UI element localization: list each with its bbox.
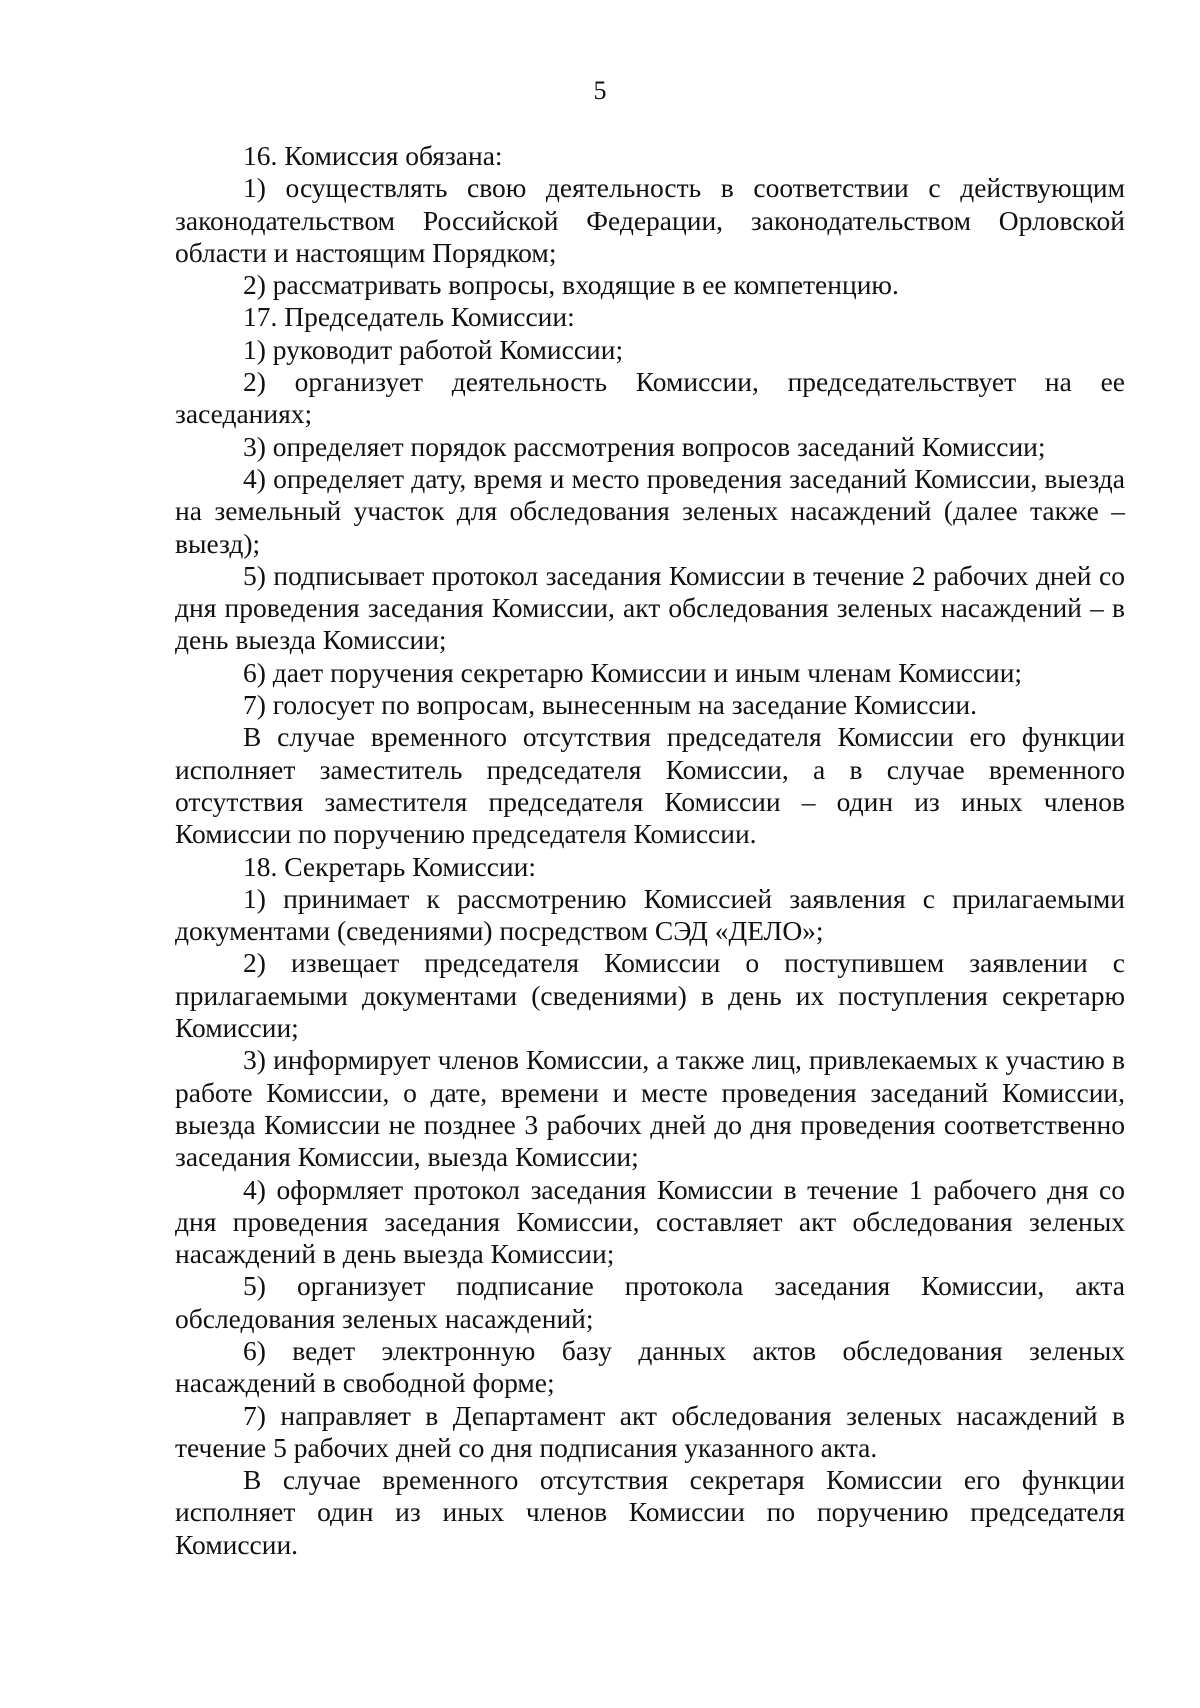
paragraph: 1) осуществлять свою деятельность в соответствии с действующим законодательством Российской Федерации, законодательством Орловской области и настоящим Порядком; [175, 172, 1125, 268]
paragraph: В случае временного отсутствия председателя Комиссии его функции исполняет заместитель председателя Комиссии, а в случае временного отсутствия заместителя председателя Комиссии – один из иных членов Комиссии по поручению председателя Комиссии. [175, 721, 1125, 850]
page-number: 5 [593, 76, 607, 105]
paragraph: 6) дает поручения секретарю Комиссии и иным членам Комиссии; [243, 656, 1023, 688]
paragraph: 1) принимает к рассмотрению Комиссией заявления с прилагаемыми документами (сведениями) посредством СЭД «ДЕЛО»; [175, 882, 1125, 947]
paragraph: 4) оформляет протокол заседания Комиссии в течение 1 рабочего дня со дня проведения заседания Комиссии, составляет акт обследования зеленых насаждений в день выезда Комиссии; [175, 1173, 1125, 1270]
paragraph: 2) извещает председателя Комиссии о поступившем заявлении с прилагаемыми документами (сведениями) в день их поступления секретарю Комиссии; [175, 947, 1125, 1044]
paragraph: В случае временного отсутствия секретаря Комиссии его функции исполняет один из иных членов Комиссии по поручению председателя Комиссии. [175, 1464, 1125, 1560]
paragraph: 7) направляет в Департамент акт обследования зеленых насаждений в течение 5 рабочих дней со дня подписания указанного акта. [175, 1399, 1125, 1463]
paragraph: 3) информирует членов Комиссии, а также лиц, привлекаемых к участию в работе Комиссии, о дате, времени и месте проведения заседаний Комиссии, выезда Комиссии не позднее 3 рабочих дней до дня проведения соответственно заседания Комиссии, выезда Комиссии; [175, 1044, 1125, 1173]
document-body [175, 140, 1125, 1561]
section-heading-18: 18. Секретарь Комиссии: [243, 850, 536, 882]
paragraph: 7) голосует по вопросам, вынесенным на заседание Комиссии. [243, 689, 977, 721]
paragraph: 6) ведет электронную базу данных актов обследования зеленых насаждений в свободной форме; [175, 1334, 1125, 1399]
paragraph: 2) организует деятельность Комиссии, председательствует на ее заседаниях; [175, 366, 1125, 430]
paragraph: 4) определяет дату, время и место проведения заседаний Комиссии, выезда на земельный участок для обследования зеленых насаждений (далее также – выезд); [175, 462, 1125, 559]
paragraph: 1) руководит работой Комиссии; [243, 333, 624, 365]
section-heading-16: 16. Комиссия обязана: [243, 140, 503, 171]
paragraph: 2) рассматривать вопросы, входящие в ее компетенцию. [243, 269, 899, 301]
section-heading-17: 17. Председатель Комиссии: [243, 301, 575, 333]
paragraph: 5) организует подписание протокола заседания Комиссии, акта обследования зеленых насаждений; [175, 1270, 1125, 1334]
paragraph: 5) подписывает протокол заседания Комиссии в течение 2 рабочих дней со дня проведения заседания Комиссии, акт обследования зеленых насаждений – в день выезда Комиссии; [175, 559, 1125, 656]
paragraph: 3) определяет порядок рассмотрения вопросов заседаний Комиссии; [243, 430, 1046, 462]
